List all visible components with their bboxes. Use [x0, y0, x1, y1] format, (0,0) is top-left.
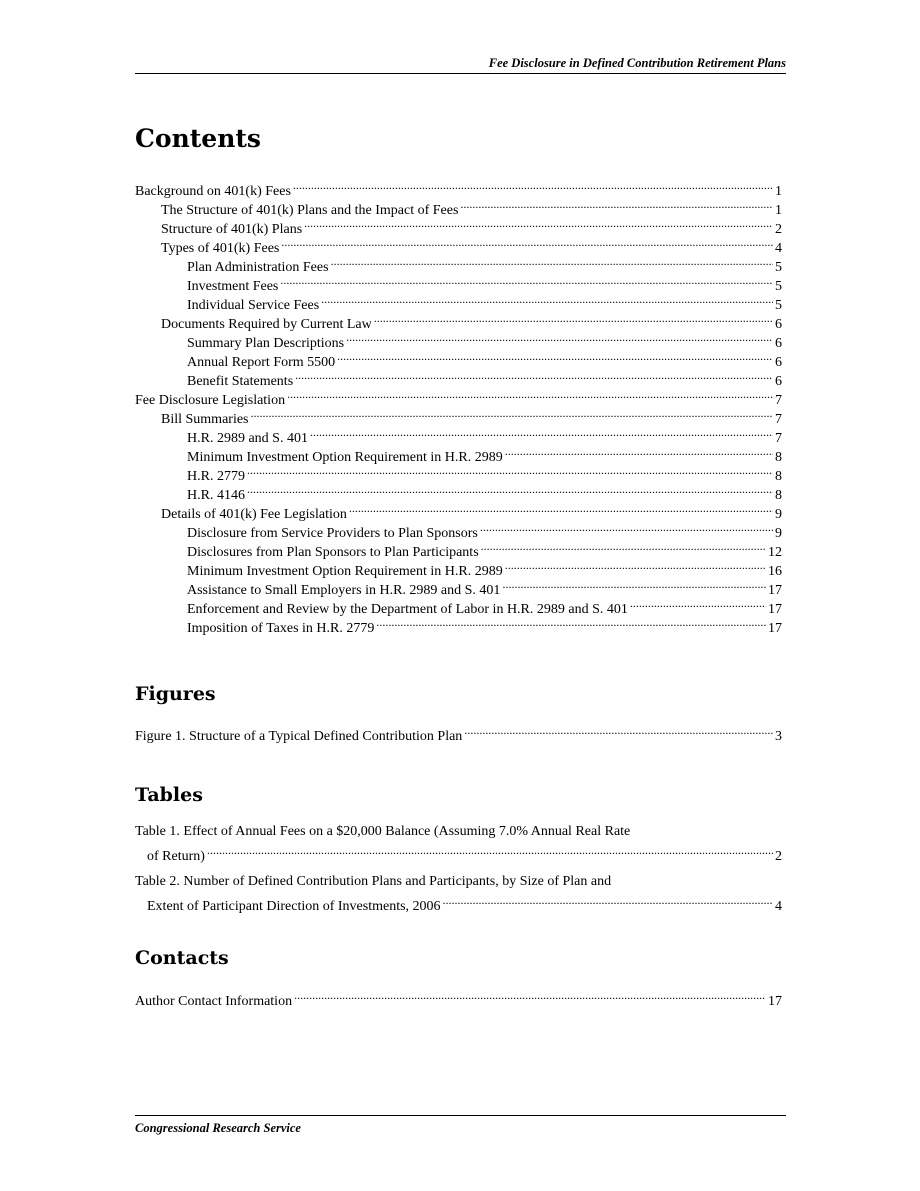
toc-entry-title: Plan Administration Fees	[187, 260, 329, 275]
toc-entry-page: 5	[775, 298, 782, 313]
toc-entry-page: 16	[768, 564, 782, 579]
running-footer: Congressional Research Service	[135, 1115, 786, 1136]
toc-entry-page: 17	[768, 583, 782, 598]
tables-list	[135, 822, 782, 916]
toc-entry-title: Imposition of Taxes in H.R. 2779	[187, 621, 375, 636]
dot-leader	[321, 290, 773, 309]
table-entry[interactable]	[135, 872, 782, 916]
toc-entry-title: H.R. 2779	[187, 469, 245, 484]
toc-entry-title: Minimum Investment Option Requirement in H.R. 2989	[187, 450, 503, 465]
dot-leader	[502, 575, 766, 594]
dot-leader	[281, 233, 773, 252]
toc-entry-title: Disclosure from Service Providers to Plan Sponsors	[187, 526, 478, 541]
dot-leader	[349, 499, 773, 518]
contacts-list	[135, 986, 782, 1009]
toc-entry-title: H.R. 4146	[187, 488, 245, 503]
toc-entry-page: 4	[775, 241, 782, 256]
toc-entry-page: 6	[775, 336, 782, 351]
dot-leader	[376, 613, 766, 632]
toc-entry-title: Investment Fees	[187, 279, 279, 294]
toc-entry-title: Assistance to Small Employers in H.R. 2989 and S. 401	[187, 583, 501, 598]
toc-entry-title: Disclosures from Plan Sponsors to Plan Participants	[187, 545, 479, 560]
dot-leader	[287, 385, 773, 404]
toc-entry-title: Details of 401(k) Fee Legislation	[161, 507, 347, 522]
dot-leader	[247, 461, 773, 480]
toc-entry-title: Minimum Investment Option Requirement in H.R. 2989	[187, 564, 503, 579]
figures-heading: Figures	[135, 683, 216, 705]
toc-entry-page: 8	[775, 469, 782, 484]
contents-heading: Contents	[135, 124, 262, 153]
toc-entry-page: 1	[775, 184, 782, 199]
toc-entry-page: 8	[775, 450, 782, 465]
toc-entry-page: 6	[775, 374, 782, 389]
tables-heading: Tables	[135, 784, 203, 806]
table-entry-page: 2	[775, 849, 782, 864]
dot-leader	[247, 480, 773, 499]
dot-leader	[505, 442, 773, 461]
toc-entry-title: The Structure of 401(k) Plans and the Impact of Fees	[161, 203, 459, 218]
toc-entry-page: 7	[775, 412, 782, 427]
toc-entry-page: 6	[775, 355, 782, 370]
contact-entry-title: Author Contact Information	[135, 994, 293, 1009]
dot-leader	[460, 195, 773, 214]
dot-leader	[294, 986, 766, 1005]
toc-entry[interactable]	[135, 176, 782, 199]
toc-entry-title: Annual Report Form 5500	[187, 355, 336, 370]
table-entry[interactable]	[135, 822, 782, 866]
toc-entry-page: 2	[775, 222, 782, 237]
dot-leader	[310, 423, 773, 442]
dot-leader	[207, 841, 773, 860]
toc-entry-page: 7	[775, 393, 782, 408]
table-entry-title-line2: of Return)	[147, 849, 205, 864]
dot-leader	[505, 556, 766, 575]
toc-entry-page: 5	[775, 279, 782, 294]
toc-entry-title: Summary Plan Descriptions	[187, 336, 345, 351]
toc-entry-page: 1	[775, 203, 782, 218]
dot-leader	[480, 518, 773, 537]
toc-entry-page: 9	[775, 526, 782, 541]
contact-entry-page: 17	[768, 994, 782, 1009]
figure-entry-page: 3	[775, 729, 782, 744]
toc-entry-page: 6	[775, 317, 782, 332]
running-header: Fee Disclosure in Defined Contribution Retirement Plans	[135, 56, 786, 74]
dot-leader	[337, 347, 773, 366]
table-entry-title-line2: Extent of Participant Direction of Investments, 2006	[147, 899, 441, 914]
dot-leader	[251, 404, 774, 423]
toc-entry-title: Structure of 401(k) Plans	[161, 222, 303, 237]
contents-list	[135, 176, 782, 636]
toc-entry-title: Bill Summaries	[161, 412, 249, 427]
dot-leader	[443, 891, 773, 910]
dot-leader	[280, 271, 773, 290]
toc-entry-title: Fee Disclosure Legislation	[135, 393, 286, 408]
toc-entry-page: 12	[768, 545, 782, 560]
table-entry-title-line1: Table 1. Effect of Annual Fees on a $20,000 Balance (Assuming 7.0% Annual Real Rate	[135, 824, 631, 839]
dot-leader	[295, 366, 773, 385]
toc-entry-page: 7	[775, 431, 782, 446]
dot-leader	[346, 328, 773, 347]
toc-entry-page: 9	[775, 507, 782, 522]
contacts-heading: Contacts	[135, 947, 229, 969]
figures-list	[135, 721, 782, 744]
toc-entry-title: Types of 401(k) Fees	[161, 241, 280, 256]
dot-leader	[304, 214, 773, 233]
dot-leader	[464, 721, 773, 740]
toc-entry-page: 8	[775, 488, 782, 503]
dot-leader	[630, 594, 766, 613]
figure-entry-title: Figure 1. Structure of a Typical Defined Contribution Plan	[135, 729, 463, 744]
toc-entry-page: 17	[768, 621, 782, 636]
toc-entry-title: Individual Service Fees	[187, 298, 320, 313]
toc-entry-title: H.R. 2989 and S. 401	[187, 431, 308, 446]
figure-entry[interactable]	[135, 721, 782, 744]
toc-entry-title: Enforcement and Review by the Department of Labor in H.R. 2989 and S. 401	[187, 602, 628, 617]
toc-entry-title: Documents Required by Current Law	[161, 317, 372, 332]
toc-entry-title: Background on 401(k) Fees	[135, 184, 291, 199]
table-entry-title-line1: Table 2. Number of Defined Contribution Plans and Participants, by Size of Plan and	[135, 874, 612, 889]
table-entry-page: 4	[775, 899, 782, 914]
dot-leader	[293, 176, 773, 195]
dot-leader	[331, 252, 773, 271]
toc-entry-page: 17	[768, 602, 782, 617]
toc-entry-page: 5	[775, 260, 782, 275]
dot-leader	[481, 537, 766, 556]
contact-entry[interactable]	[135, 986, 782, 1009]
dot-leader	[374, 309, 773, 328]
toc-entry-title: Benefit Statements	[187, 374, 294, 389]
